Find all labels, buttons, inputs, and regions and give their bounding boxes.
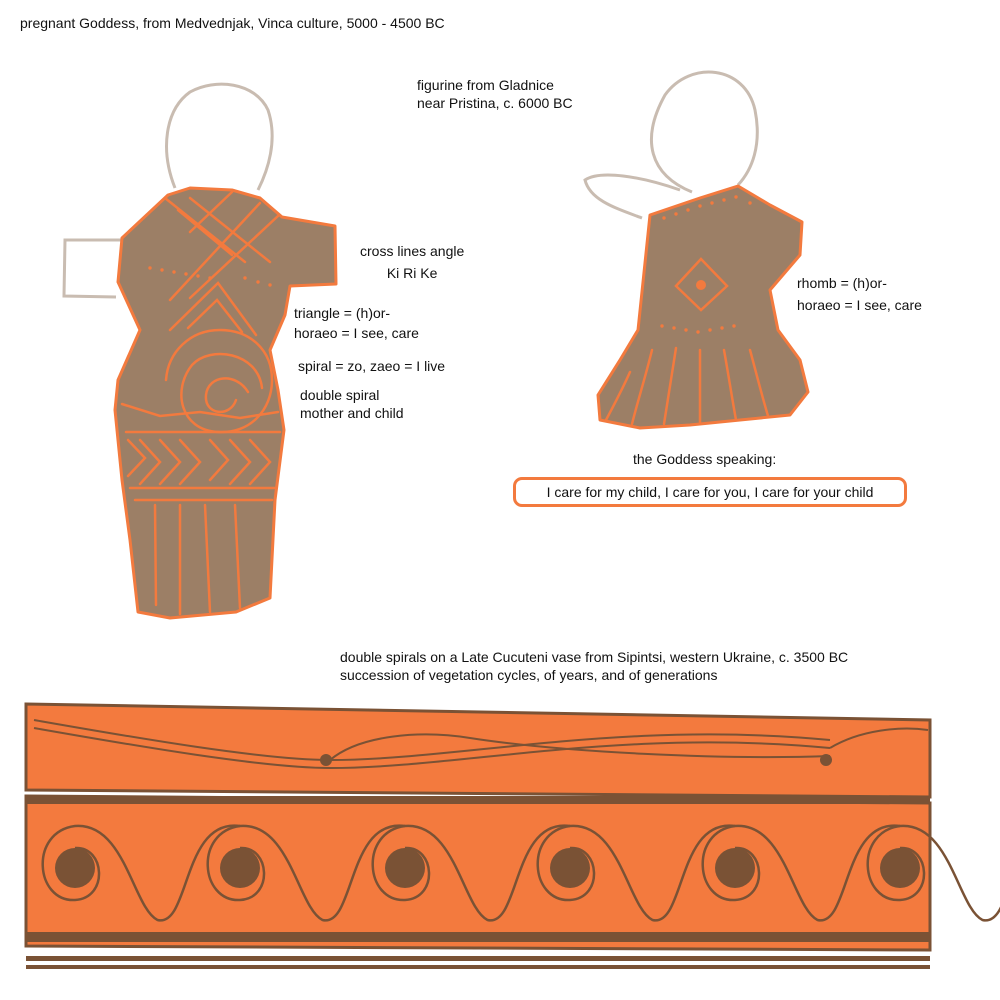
vase-spiral-panel [26, 796, 930, 950]
label-vase [340, 648, 848, 684]
label-gladnice [417, 76, 573, 112]
spiral-center [55, 848, 95, 888]
spiral-center [220, 848, 260, 888]
spiral-center [550, 848, 590, 888]
medvednjak-figurine [64, 84, 336, 618]
label-vase-line-1: double spirals on a Late Cucuteni vase from Sipintsi, western Ukraine, c. 3500 BC [340, 649, 849, 665]
label-goddess-speaking: the Goddess speaking: [633, 451, 777, 467]
gladnice-head-outline [651, 72, 757, 192]
label-double-spiral-line-1: double spiral [300, 387, 380, 403]
label-gladnice-line-2: near Pristina, c. 6000 BC [417, 95, 573, 111]
cucuteni-vase-band [26, 704, 1000, 969]
spiral-center [385, 848, 425, 888]
label-rhomb [797, 274, 922, 314]
rhomb-center-dot [696, 280, 706, 290]
gladnice-figurine [585, 72, 808, 428]
medvednjak-left-arm-outline [64, 240, 124, 297]
vase-node-dot [320, 754, 332, 766]
label-triangle-line-1: triangle = (h)or- [294, 305, 391, 321]
label-rhomb-line-1: rhomb = (h)or- [797, 275, 887, 291]
speech-box [513, 477, 907, 507]
label-cross-lines [360, 242, 464, 282]
label-cross-line-1: cross lines angle [360, 243, 465, 259]
spiral-center [715, 848, 755, 888]
medvednjak-head-outline [167, 84, 273, 190]
spiral-center [880, 848, 920, 888]
label-gladnice-line-1: figurine from Gladnice [417, 77, 554, 93]
label-rhomb-line-2: horaeo = I see, care [797, 297, 922, 313]
title-medvednjak: pregnant Goddess, from Medvednjak, Vinca culture, 5000 - 4500 BC [20, 15, 445, 31]
label-double-spiral [300, 386, 404, 422]
label-triangle-line-2: horaeo = I see, care [294, 325, 419, 341]
label-cross-line-2: Ki Ri Ke [386, 265, 438, 281]
label-double-spiral-line-2: mother and child [300, 405, 404, 421]
label-spiral: spiral = zo, zaeo = I live [298, 358, 446, 374]
speech-text: I care for my child, I care for you, I care for your child [546, 484, 874, 500]
vase-node-dot [820, 754, 832, 766]
label-vase-line-2: succession of vegetation cycles, of years, and of generations [340, 667, 718, 683]
label-triangle [294, 304, 419, 342]
